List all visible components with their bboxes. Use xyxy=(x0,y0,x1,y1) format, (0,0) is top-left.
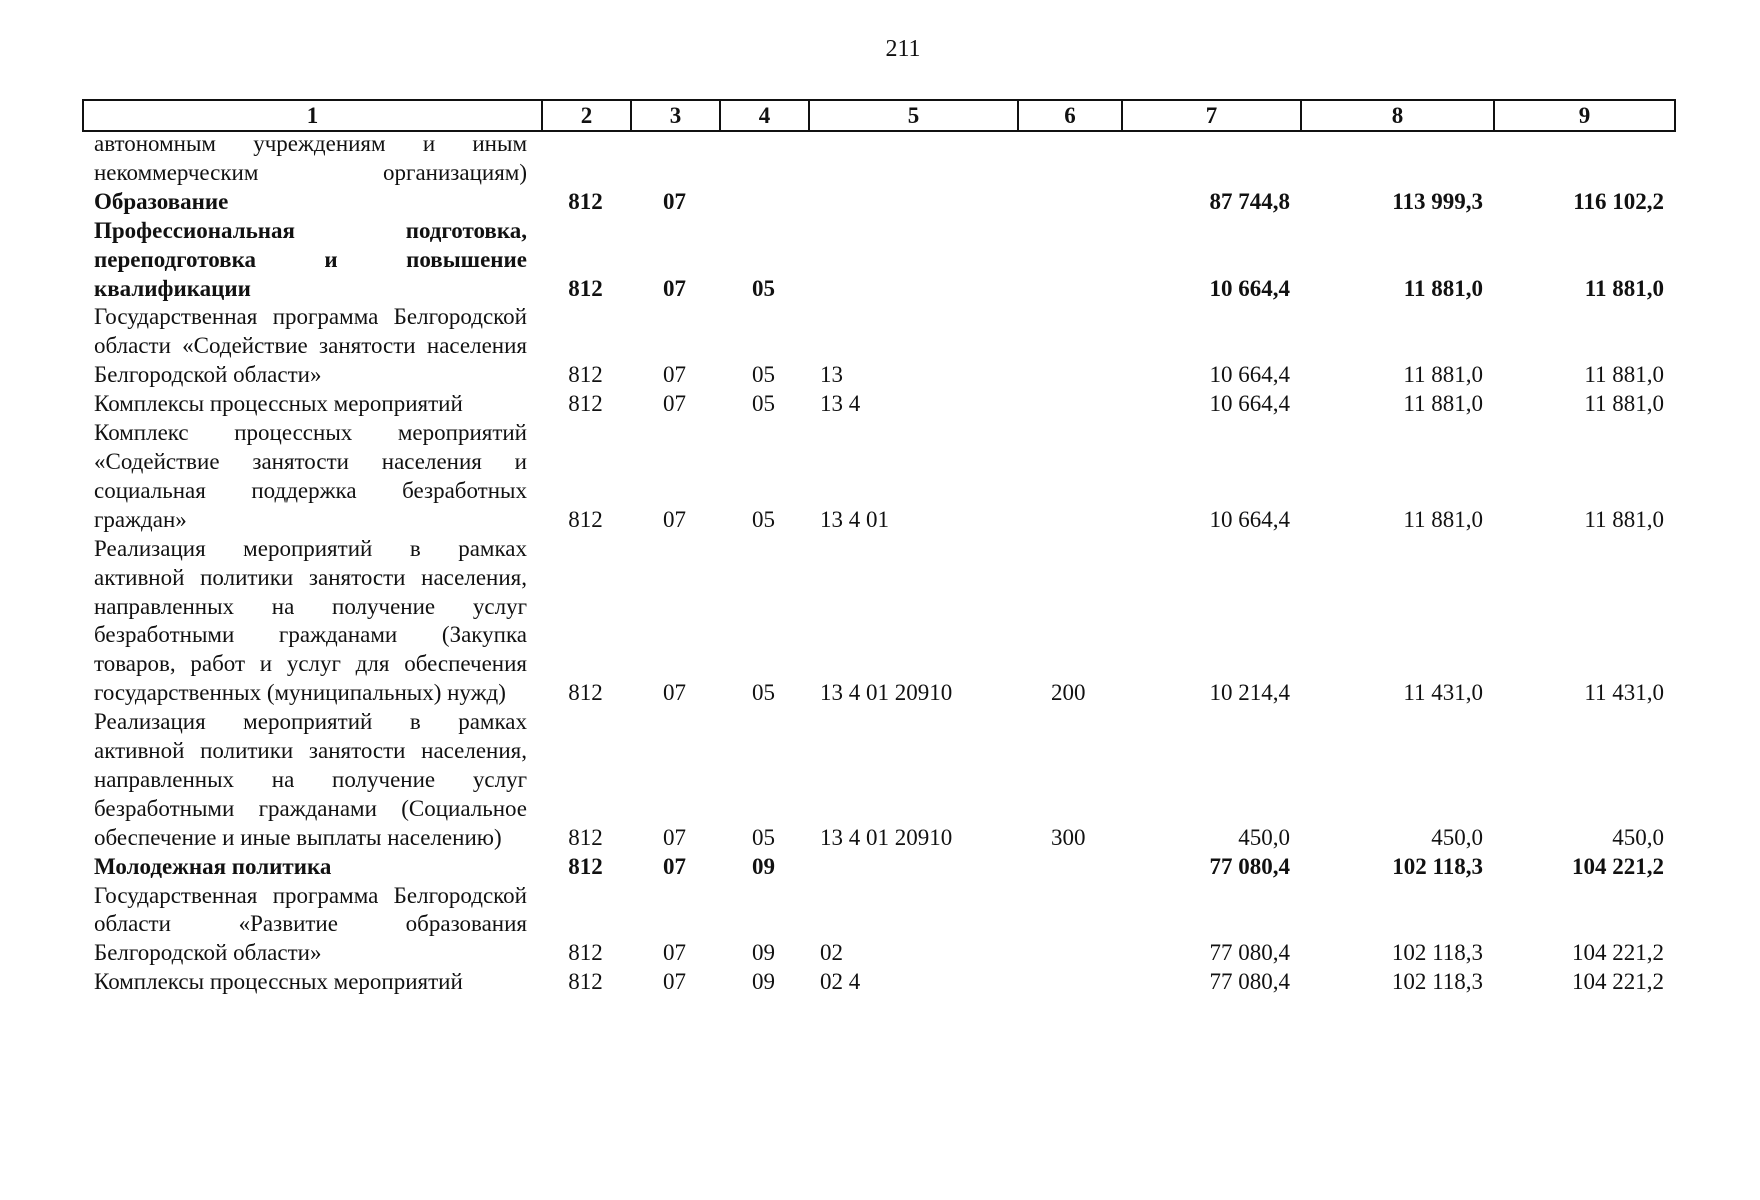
amount-col-8: 113 999,3 xyxy=(1392,188,1483,214)
code-ministry: 812 xyxy=(568,188,603,214)
code-target-article xyxy=(808,217,1017,304)
row-name: Комплексы процессных мероприятий xyxy=(94,969,463,995)
code-section: 07 xyxy=(663,275,686,301)
code-target-article: 02 4 xyxy=(820,969,861,995)
table-row xyxy=(82,130,1674,188)
code-target-article: 02 xyxy=(820,940,843,966)
code-ministry: 812 xyxy=(568,824,603,850)
code-expense-type xyxy=(1017,882,1121,969)
code-subsection: 05 xyxy=(752,391,775,417)
table-row xyxy=(82,853,1674,882)
table-row xyxy=(82,303,1674,390)
amount-col-8: 11 881,0 xyxy=(1403,506,1483,532)
code-ministry: 812 xyxy=(568,940,603,966)
amount-col-7: 10 664,4 xyxy=(1209,506,1290,532)
code-section: 07 xyxy=(663,680,686,706)
header-row xyxy=(83,100,1675,131)
code-subsection: 05 xyxy=(752,824,775,850)
amount-col-9: 11 431,0 xyxy=(1584,680,1664,706)
page-number: 211 xyxy=(885,36,921,62)
code-expense-type xyxy=(1017,188,1121,217)
code-expense-type xyxy=(1017,217,1121,304)
amount-col-7: 77 080,4 xyxy=(1209,853,1290,879)
table-row xyxy=(82,535,1674,708)
row-name: Образование xyxy=(94,188,229,214)
amount-col-9: 104 221,2 xyxy=(1572,940,1664,966)
header-col-6: 6 xyxy=(1018,100,1122,131)
header-col-9: 9 xyxy=(1494,100,1675,131)
code-target-article: 13 4 01 20910 xyxy=(820,680,953,706)
code-section: 07 xyxy=(663,391,686,417)
code-section: 07 xyxy=(663,362,686,388)
code-section: 07 xyxy=(663,824,686,850)
row-name: Профессиональная подготовка, переподготовка и повышение квалификации xyxy=(94,217,527,301)
row-name: Реализация мероприятий в рамках активной политики занятости населения, направленных на получение услуг безработными гражданами (Социальное обеспечение и иные выплаты населению) xyxy=(94,709,527,850)
table-row xyxy=(82,217,1674,304)
amount-col-8: 11 881,0 xyxy=(1403,362,1483,388)
code-section: 07 xyxy=(663,940,686,966)
code-section: 07 xyxy=(663,853,686,879)
code-subsection: 09 xyxy=(752,853,775,879)
amount-col-9: 104 221,2 xyxy=(1572,969,1664,995)
amount-col-7: 87 744,8 xyxy=(1209,188,1290,214)
code-subsection: 09 xyxy=(752,969,775,995)
row-name: Государственная программа Белгородской области «Развитие образования Белгородской области» xyxy=(94,882,527,966)
code-ministry: 812 xyxy=(568,969,603,995)
amount-col-8: 102 118,3 xyxy=(1392,853,1483,879)
code-expense-type: 300 xyxy=(1051,824,1086,850)
code-expense-type xyxy=(1017,968,1121,997)
code-target-article xyxy=(808,130,1017,188)
code-expense-type xyxy=(1017,130,1121,188)
budget-table xyxy=(82,130,1674,997)
code-subsection xyxy=(719,130,808,188)
code-target-article: 13 4 01 20910 xyxy=(820,824,953,850)
code-ministry: 812 xyxy=(568,506,603,532)
header-col-4: 4 xyxy=(720,100,809,131)
code-target-article: 13 4 xyxy=(820,391,861,417)
amount-col-8: 102 118,3 xyxy=(1391,969,1483,995)
code-expense-type xyxy=(1017,303,1121,390)
code-ministry: 812 xyxy=(568,680,603,706)
amount-col-9: 116 102,2 xyxy=(1573,188,1664,214)
code-target-article xyxy=(808,188,1017,217)
amount-col-9: 450,0 xyxy=(1612,824,1664,850)
code-ministry: 812 xyxy=(568,853,603,879)
row-name: Комплекс процессных мероприятий «Содействие занятости населения и социальная поддержка безработных граждан» xyxy=(94,420,527,532)
code-subsection: 05 xyxy=(752,362,775,388)
row-name: Реализация мероприятий в рамках активной политики занятости населения, направленных на получение услуг безработными гражданами (Закупка товаров, работ и услуг для обеспечения государственных (муниципальных) нужд) xyxy=(94,535,527,706)
amount-col-9: 11 881,0 xyxy=(1584,362,1664,388)
amount-col-7: 77 080,4 xyxy=(1209,969,1290,995)
row-name: Государственная программа Белгородской области «Содействие занятости населения Белгородской области» xyxy=(94,304,527,388)
table-row xyxy=(82,390,1674,419)
amount-col-7: 10 214,4 xyxy=(1209,680,1290,706)
code-ministry: 812 xyxy=(568,391,603,417)
code-subsection xyxy=(719,188,808,217)
amount-col-7: 10 664,4 xyxy=(1209,391,1290,417)
code-expense-type: 200 xyxy=(1051,680,1086,706)
code-ministry xyxy=(541,130,630,188)
table-body xyxy=(82,130,1674,997)
code-subsection: 05 xyxy=(752,275,775,301)
code-target-article xyxy=(808,853,1017,882)
amount-col-7 xyxy=(1121,130,1300,188)
code-section: 07 xyxy=(663,188,686,214)
code-subsection: 09 xyxy=(752,940,775,966)
amount-col-7: 10 664,4 xyxy=(1209,362,1290,388)
table-row xyxy=(82,882,1674,969)
amount-col-8: 11 881,0 xyxy=(1403,275,1483,301)
code-section: 07 xyxy=(663,506,686,532)
table-row xyxy=(82,708,1674,853)
amount-col-9: 104 221,2 xyxy=(1572,853,1664,879)
code-expense-type xyxy=(1017,853,1121,882)
code-expense-type xyxy=(1017,419,1121,535)
header-col-2: 2 xyxy=(542,100,631,131)
header-col-8: 8 xyxy=(1301,100,1494,131)
amount-col-8: 11 881,0 xyxy=(1403,391,1483,417)
row-name: Молодежная политика xyxy=(94,853,332,879)
code-section: 07 xyxy=(663,969,686,995)
code-ministry: 812 xyxy=(568,362,603,388)
amount-col-8: 102 118,3 xyxy=(1391,940,1483,966)
amount-col-9 xyxy=(1493,130,1674,188)
amount-col-8: 450,0 xyxy=(1431,824,1483,850)
code-target-article: 13 4 01 xyxy=(820,506,889,532)
code-ministry: 812 xyxy=(568,275,603,301)
amount-col-9: 11 881,0 xyxy=(1584,275,1664,301)
amount-col-7: 77 080,4 xyxy=(1209,940,1290,966)
table-row xyxy=(82,968,1674,997)
code-section xyxy=(630,130,719,188)
table-row xyxy=(82,419,1674,535)
amount-col-7: 450,0 xyxy=(1238,824,1290,850)
table-header xyxy=(82,99,1676,132)
amount-col-8 xyxy=(1300,130,1493,188)
code-subsection: 05 xyxy=(752,506,775,532)
row-name: автономным учреждениям и иным некоммерческим организациям) xyxy=(94,131,527,185)
row-name: Комплексы процессных мероприятий xyxy=(94,391,463,417)
table-row xyxy=(82,188,1674,217)
code-target-article: 13 xyxy=(820,362,843,388)
code-subsection: 05 xyxy=(752,680,775,706)
code-expense-type xyxy=(1017,390,1121,419)
header-col-5: 5 xyxy=(809,100,1018,131)
amount-col-7: 10 664,4 xyxy=(1209,275,1290,301)
amount-col-9: 11 881,0 xyxy=(1584,506,1664,532)
header-col-7: 7 xyxy=(1122,100,1301,131)
amount-col-8: 11 431,0 xyxy=(1403,680,1483,706)
header-col-1: 1 xyxy=(83,100,542,131)
amount-col-9: 11 881,0 xyxy=(1584,391,1664,417)
header-col-3: 3 xyxy=(631,100,720,131)
